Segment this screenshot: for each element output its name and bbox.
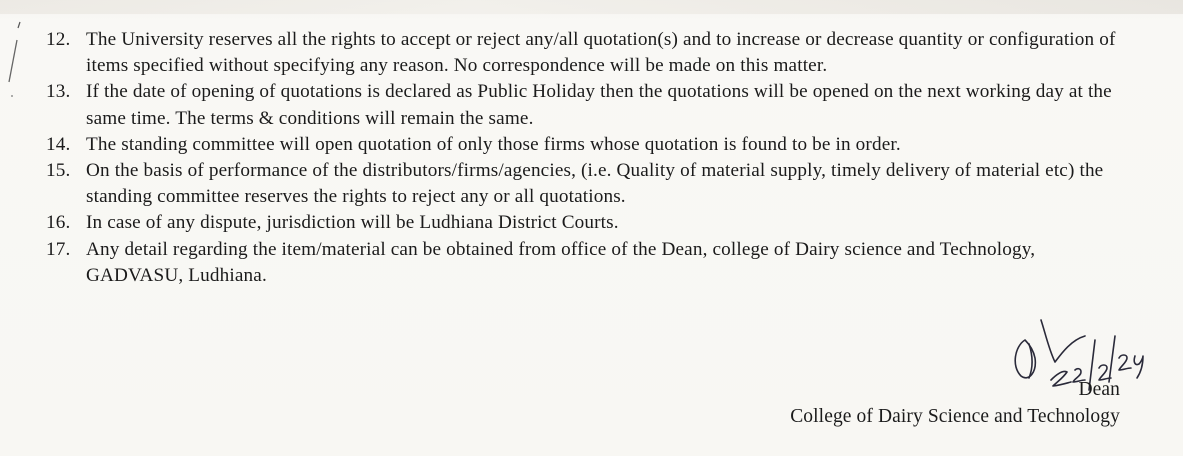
clause-13 [46,79,1126,131]
clause-16 [46,210,1126,236]
clause-number: 12. [46,29,71,50]
clause-number: 16. [46,212,71,234]
clause-text: On the basis of performance of the distributors/firms/agencies, (i.e. Quality of material supply, timely delivery of material etc) the standing committee reserves the rights to reject any or all quotations. [86,160,1104,208]
clause-text: Any detail regarding the item/material can be obtained from office of the Dean, college of Dairy science and Technology, GADVASU, Ludhiana. [86,238,1036,286]
clause-number: 15. [46,160,71,182]
margin-pen-mark [4,18,22,108]
signatory-institution: College of Dairy Science and Technology [790,406,1120,427]
clause-number: 17. [46,238,71,260]
clause-text: The University reserves all the rights to accept or reject any/all quotation(s) and to increase or decrease quantity or configuration of items specified without specifying any reason. No correspondence will be made on this matter. [86,29,1116,77]
clause-14 [46,132,1126,158]
clause-text: In case of any dispute, jurisdiction will be Ludhiana District Courts. [86,212,619,234]
scan-edge [0,0,1183,14]
clause-number: 13. [46,81,71,103]
clause-number: 14. [46,133,71,155]
clause-15 [46,158,1126,210]
clause-17 [46,237,1126,289]
clause-text: If the date of opening of quotations is declared as Public Holiday then the quotations will be opened on the next working day at the same time. The terms & conditions will remain the same. [86,81,1112,129]
clause-12 [46,27,1126,79]
clause-text: The standing committee will open quotation of only those firms whose quotation is found to be in order. [86,133,901,155]
signatory-designation: Dean [1078,379,1120,400]
terms-list [46,27,1126,289]
